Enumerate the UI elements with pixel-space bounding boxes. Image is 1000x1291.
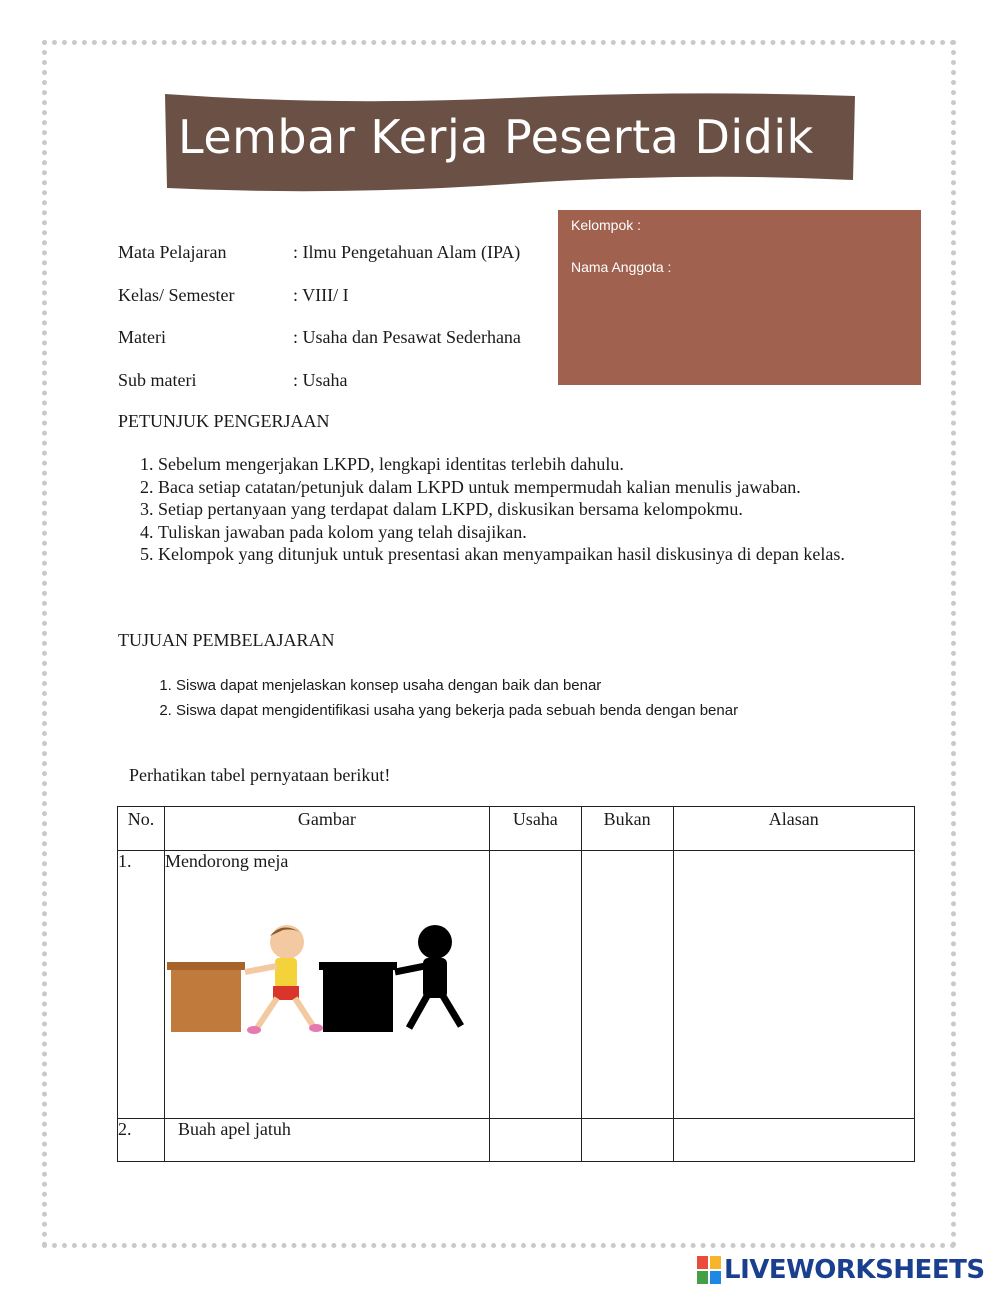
row-caption: Mendorong meja	[164, 851, 289, 871]
petunjuk-item: 3. Setiap pertanyaan yang terdapat dalam LKPD, diskusikan bersama kelompokmu.	[158, 498, 928, 521]
info-label-materi: Materi	[118, 327, 166, 347]
petunjuk-item: 2. Baca setiap catatan/petunjuk dalam LKPD untuk mempermudah kalian menulis jawaban.	[158, 476, 928, 499]
tujuan-item: 2. Siswa dapat mengidentifikasi usaha yang bekerja pada sebuah benda dengan benar	[176, 698, 896, 723]
alasan-answer-cell[interactable]	[673, 1119, 914, 1162]
alasan-answer-cell[interactable]	[673, 851, 914, 1119]
table-row	[118, 1119, 915, 1162]
header-gambar: Gambar	[164, 807, 489, 851]
gambar-cell	[164, 851, 489, 1119]
usaha-answer-cell[interactable]	[489, 851, 581, 1119]
usaha-answer-cell[interactable]	[489, 1119, 581, 1162]
header-alasan: Alasan	[673, 807, 914, 851]
tujuan-heading: TUJUAN PEMBELAJARAN	[118, 630, 335, 650]
row-number: 1.	[118, 851, 165, 1119]
header-no: No.	[118, 807, 165, 851]
info-label-mata-pelajaran: Mata Pelajaran	[118, 242, 227, 262]
petunjuk-item: 1. Sebelum mengerjakan LKPD, lengkapi identitas terlebih dahulu.	[158, 453, 928, 476]
kelompok-label: Kelompok :	[571, 217, 642, 233]
pushing-table-illustration	[165, 892, 475, 1092]
group-identity-box[interactable]	[558, 210, 921, 385]
petunjuk-item: 5. Kelompok yang ditunjuk untuk presentasi akan menyampaikan hasil diskusinya di depan kelas.	[158, 543, 928, 566]
header-usaha: Usaha	[489, 807, 581, 851]
liveworksheets-logo-icon	[697, 1256, 721, 1284]
row-number: 2.	[118, 1119, 165, 1162]
table-intro: Perhatikan tabel pernyataan berikut!	[129, 765, 391, 785]
silhouette-pushing-table	[319, 925, 461, 1032]
petunjuk-list	[118, 453, 928, 566]
tujuan-item: 1. Siswa dapat menjelaskan konsep usaha dengan baik dan benar	[176, 673, 896, 698]
row-caption: Buah apel jatuh	[164, 1119, 489, 1162]
petunjuk-heading: PETUNJUK PENGERJAAN	[118, 411, 330, 431]
header-bukan: Bukan	[581, 807, 673, 851]
info-value-materi: : Usaha dan Pesawat Sederhana	[293, 327, 521, 347]
statement-table	[117, 806, 915, 1162]
nama-anggota-label: Nama Anggota :	[571, 259, 672, 275]
info-value-mata-pelajaran: : Ilmu Pengetahuan Alam (IPA)	[293, 242, 521, 262]
table-header-row	[118, 807, 915, 851]
child-pushing-table	[167, 925, 323, 1034]
table-row	[118, 851, 915, 1119]
tujuan-list	[140, 673, 896, 723]
petunjuk-item: 4. Tuliskan jawaban pada kolom yang telah disajikan.	[158, 521, 928, 544]
bukan-answer-cell[interactable]	[581, 1119, 673, 1162]
info-label-sub-materi: Sub materi	[118, 370, 197, 390]
bukan-answer-cell[interactable]	[581, 851, 673, 1119]
page-title: Lembar Kerja Peserta Didik	[178, 110, 814, 164]
liveworksheets-watermark: LIVEWORKSHEETS	[724, 1255, 985, 1285]
info-value-kelas: : VIII/ I	[293, 285, 349, 305]
info-value-sub-materi: : Usaha	[293, 370, 348, 390]
info-label-kelas: Kelas/ Semester	[118, 285, 235, 305]
